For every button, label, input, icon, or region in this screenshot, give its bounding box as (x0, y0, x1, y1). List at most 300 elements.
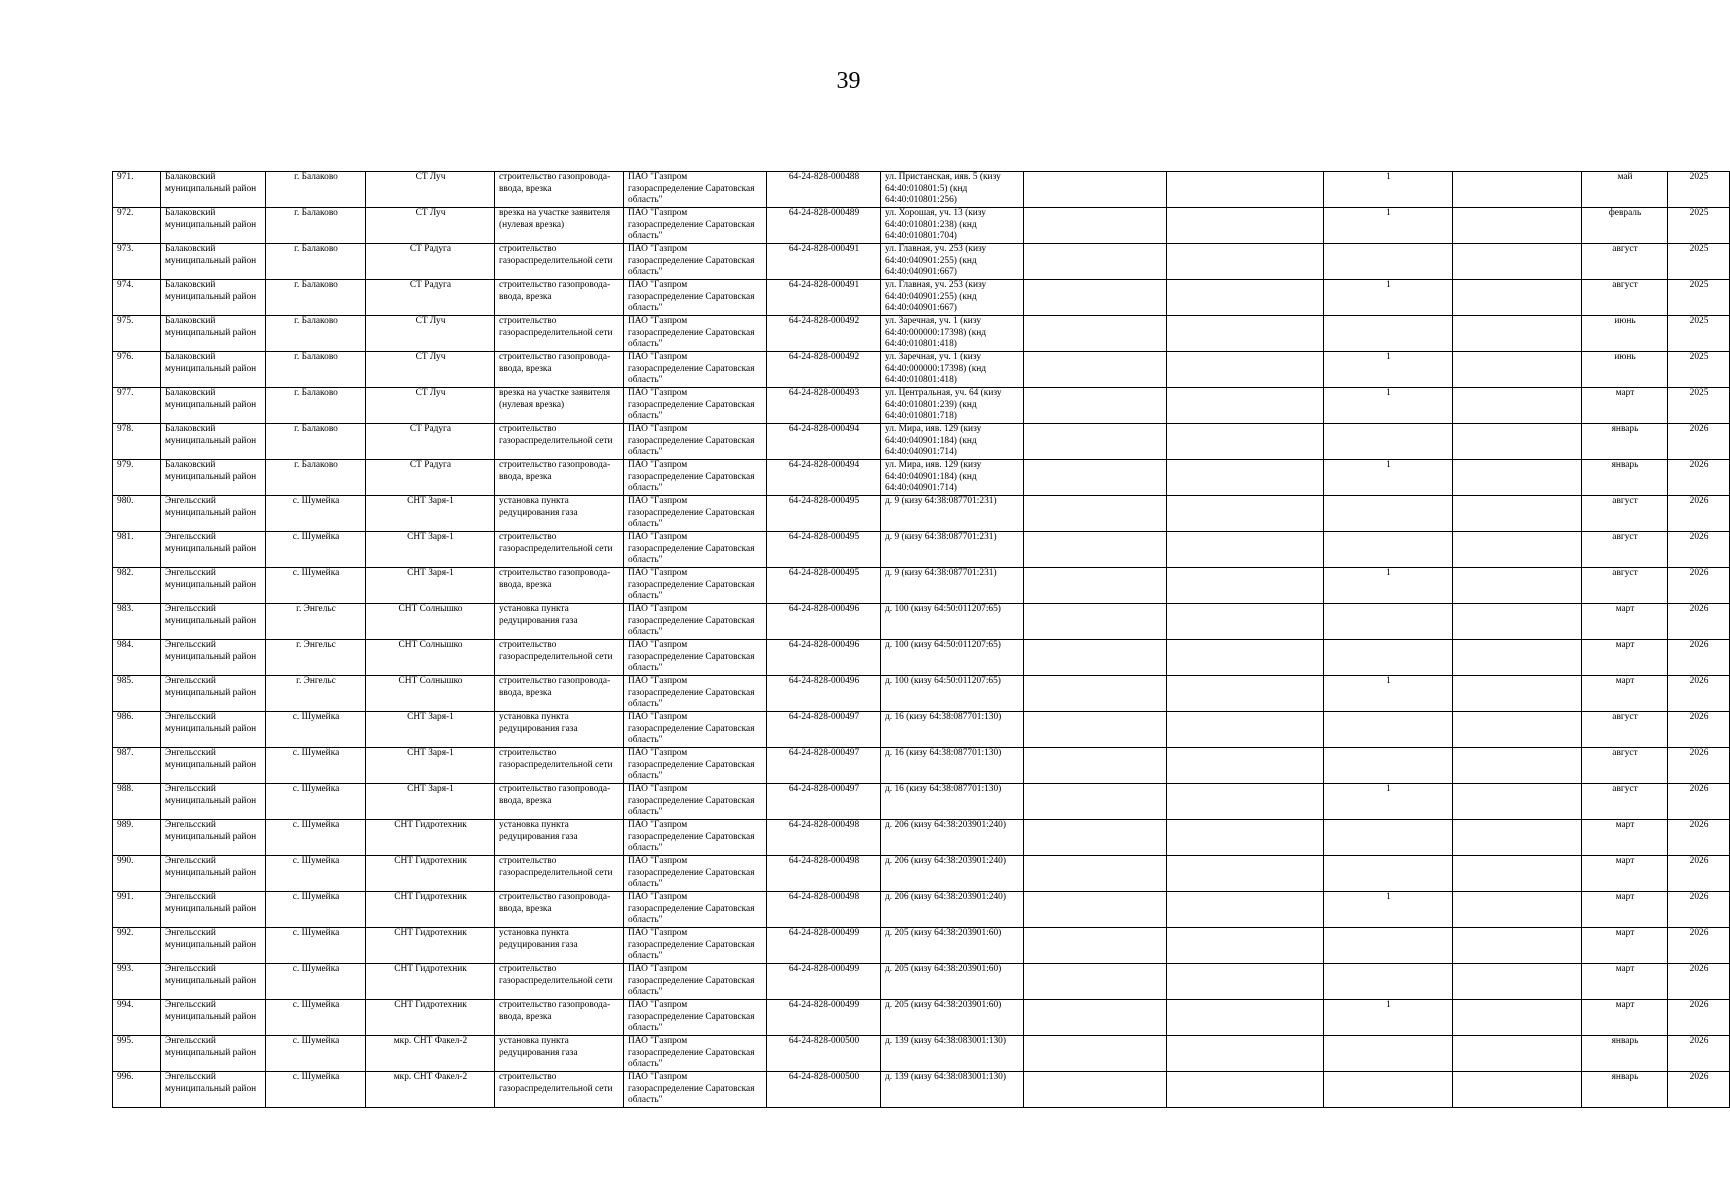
organization-cell-text: ПАО "Газпром газораспределение Саратовская область" (628, 496, 755, 529)
year-cell (1668, 676, 1730, 712)
row-number-text: 975. (117, 316, 134, 326)
table-row (113, 424, 1730, 460)
work-type-cell (495, 748, 624, 784)
table-row (113, 640, 1730, 676)
work-type-cell-text: установка пункта редуцирования газа (499, 820, 578, 842)
year-cell-text: 2025 (1689, 280, 1709, 290)
district-cell (161, 640, 266, 676)
row-number-text: 991. (117, 892, 134, 902)
district-cell-text: Балаковский муниципальный район (165, 172, 257, 194)
district-cell-text: Балаковский муниципальный район (165, 244, 257, 266)
object-code-cell (767, 712, 881, 748)
object-cell-text: СНТ Заря-1 (407, 532, 454, 542)
object-code-cell-text: 64-24-828-000500 (788, 1036, 860, 1046)
address-cell (881, 604, 1024, 640)
row-number (113, 568, 161, 604)
empty-cell (1167, 352, 1324, 388)
table-row (113, 748, 1730, 784)
organization-cell-text: ПАО "Газпром газораспределение Саратовская область" (628, 784, 755, 817)
settlement-cell-text: г. Энгельс (296, 640, 336, 650)
settlement-cell-text: с. Шумейка (292, 712, 340, 722)
organization-cell (624, 1072, 767, 1108)
year-cell-text: 2026 (1689, 892, 1709, 902)
object-code-cell (767, 604, 881, 640)
row-number (113, 640, 161, 676)
organization-cell (624, 244, 767, 280)
object-cell-text: СНТ Солнышко (398, 676, 463, 686)
object-code-cell (767, 244, 881, 280)
address-cell (881, 460, 1024, 496)
address-cell (881, 712, 1024, 748)
district-cell (161, 532, 266, 568)
count-cell (1324, 892, 1453, 928)
empty-cell (1453, 388, 1582, 424)
settlement-cell-text: с. Шумейка (292, 1036, 340, 1046)
month-cell-text: июнь (1614, 316, 1636, 326)
object-code-cell-text: 64-24-828-000498 (788, 820, 860, 830)
object-code-cell-text: 64-24-828-000499 (788, 1000, 860, 1010)
organization-cell (624, 424, 767, 460)
row-number-text: 973. (117, 244, 134, 254)
empty-cell (1453, 568, 1582, 604)
settlement-cell-text: г. Балаково (294, 280, 338, 290)
empty-cell (1453, 244, 1582, 280)
year-cell (1668, 928, 1730, 964)
empty-cell (1024, 532, 1167, 568)
count-cell (1324, 1000, 1453, 1036)
address-cell-text: д. 139 (кизу 64:38:083001:130) (885, 1036, 1006, 1046)
object-cell (366, 892, 495, 928)
empty-cell (1453, 964, 1582, 1000)
object-code-cell-text: 64-24-828-000496 (788, 676, 860, 686)
organization-cell (624, 352, 767, 388)
object-code-cell (767, 1072, 881, 1108)
organization-cell (624, 640, 767, 676)
empty-cell (1167, 964, 1324, 1000)
object-code-cell-text: 64-24-828-000496 (788, 640, 860, 650)
object-cell (366, 928, 495, 964)
organization-cell-text: ПАО "Газпром газораспределение Саратовская область" (628, 280, 755, 313)
work-type-cell-text: строительство газораспределительной сети (499, 748, 613, 770)
object-cell-text: мкр. СНТ Факел-2 (393, 1072, 468, 1082)
table-row (113, 928, 1730, 964)
month-cell-text: март (1615, 604, 1635, 614)
month-cell-text: март (1615, 1000, 1635, 1010)
settlement-cell (266, 460, 366, 496)
month-cell-text: август (1612, 568, 1638, 578)
district-cell (161, 280, 266, 316)
count-cell (1324, 424, 1453, 460)
table-row (113, 964, 1730, 1000)
address-cell-text: д. 206 (кизу 64:38:203901:240) (885, 892, 1006, 902)
month-cell (1582, 460, 1668, 496)
organization-cell-text: ПАО "Газпром газораспределение Саратовская область" (628, 460, 755, 493)
settlement-cell-text: г. Балаково (294, 388, 338, 398)
row-number-text: 972. (117, 208, 134, 218)
object-code-cell (767, 208, 881, 244)
organization-cell (624, 820, 767, 856)
address-cell-text: д. 206 (кизу 64:38:203901:240) (885, 856, 1006, 866)
row-number-text: 985. (117, 676, 134, 686)
address-cell-text: д. 205 (кизу 64:38:203901:60) (885, 1000, 1002, 1010)
year-cell-text: 2026 (1689, 856, 1709, 866)
organization-cell (624, 172, 767, 208)
organization-cell-text: ПАО "Газпром газораспределение Саратовская область" (628, 1036, 755, 1069)
empty-cell (1453, 172, 1582, 208)
table-row (113, 316, 1730, 352)
district-cell-text: Энгельсский муниципальный район (165, 568, 257, 590)
address-cell-text: д. 100 (кизу 64:50:011207:65) (885, 604, 1001, 614)
settlement-cell-text: с. Шумейка (292, 856, 340, 866)
address-cell (881, 352, 1024, 388)
empty-cell (1453, 856, 1582, 892)
address-cell (881, 964, 1024, 1000)
work-type-cell-text: строительство газораспределительной сети (499, 640, 613, 662)
settlement-cell-text: с. Шумейка (292, 820, 340, 830)
settlement-cell (266, 712, 366, 748)
object-code-cell (767, 820, 881, 856)
count-cell (1324, 676, 1453, 712)
empty-cell (1453, 208, 1582, 244)
empty-cell (1167, 496, 1324, 532)
organization-cell (624, 496, 767, 532)
count-cell-text: 1 (1386, 388, 1391, 398)
district-cell (161, 964, 266, 1000)
year-cell (1668, 496, 1730, 532)
empty-cell (1024, 640, 1167, 676)
empty-cell (1453, 532, 1582, 568)
object-code-cell-text: 64-24-828-000495 (788, 532, 860, 542)
year-cell (1668, 712, 1730, 748)
work-type-cell (495, 712, 624, 748)
object-cell-text: СНТ Гидротехник (394, 856, 467, 866)
district-cell (161, 820, 266, 856)
empty-cell (1453, 748, 1582, 784)
year-cell-text: 2026 (1689, 568, 1709, 578)
address-cell-text: ул. Мира, ияв. 129 (кизу 64:40:040901:184) (кнд 64:40:040901:714) (885, 424, 982, 457)
row-number-text: 976. (117, 352, 134, 362)
settlement-cell (266, 424, 366, 460)
empty-cell (1024, 748, 1167, 784)
month-cell-text: март (1615, 964, 1635, 974)
row-number (113, 532, 161, 568)
work-type-cell (495, 892, 624, 928)
settlement-cell-text: г. Балаково (294, 316, 338, 326)
district-cell (161, 496, 266, 532)
row-number-text: 994. (117, 1000, 134, 1010)
year-cell (1668, 568, 1730, 604)
object-code-cell (767, 1000, 881, 1036)
month-cell-text: август (1612, 280, 1638, 290)
object-code-cell (767, 316, 881, 352)
work-type-cell (495, 640, 624, 676)
settlement-cell (266, 1072, 366, 1108)
count-cell (1324, 640, 1453, 676)
table-row (113, 172, 1730, 208)
object-code-cell-text: 64-24-828-000493 (788, 388, 860, 398)
organization-cell-text: ПАО "Газпром газораспределение Саратовская область" (628, 712, 755, 745)
month-cell-text: март (1615, 640, 1635, 650)
object-cell (366, 748, 495, 784)
empty-cell (1167, 424, 1324, 460)
month-cell-text: май (1617, 172, 1633, 182)
empty-cell (1024, 604, 1167, 640)
year-cell (1668, 352, 1730, 388)
work-type-cell-text: строительство газопровода-ввода, врезка (499, 172, 611, 194)
district-cell (161, 1000, 266, 1036)
settlement-cell (266, 208, 366, 244)
empty-cell (1024, 820, 1167, 856)
empty-cell (1167, 784, 1324, 820)
count-cell (1324, 856, 1453, 892)
address-cell-text: д. 205 (кизу 64:38:203901:60) (885, 928, 1002, 938)
organization-cell (624, 532, 767, 568)
district-cell (161, 1036, 266, 1072)
object-cell-text: СНТ Солнышко (398, 640, 463, 650)
year-cell (1668, 604, 1730, 640)
settlement-cell (266, 244, 366, 280)
empty-cell (1167, 316, 1324, 352)
address-cell-text: д. 139 (кизу 64:38:083001:130) (885, 1072, 1006, 1082)
address-cell-text: ул. Заречная, уч. 1 (кизу 64:40:000000:17398) (кнд 64:40:010801:418) (885, 316, 987, 349)
address-cell (881, 244, 1024, 280)
empty-cell (1167, 640, 1324, 676)
object-cell-text: СТ Луч (415, 352, 446, 362)
district-cell (161, 856, 266, 892)
organization-cell (624, 892, 767, 928)
organization-cell (624, 712, 767, 748)
object-code-cell (767, 748, 881, 784)
year-cell (1668, 424, 1730, 460)
month-cell-text: июнь (1614, 352, 1636, 362)
object-code-cell (767, 532, 881, 568)
address-cell (881, 784, 1024, 820)
work-type-cell (495, 424, 624, 460)
count-cell (1324, 208, 1453, 244)
row-number (113, 748, 161, 784)
year-cell (1668, 964, 1730, 1000)
object-code-cell-text: 64-24-828-000497 (788, 784, 860, 794)
object-code-cell (767, 460, 881, 496)
empty-cell (1024, 244, 1167, 280)
empty-cell (1453, 1000, 1582, 1036)
organization-cell-text: ПАО "Газпром газораспределение Саратовская область" (628, 172, 755, 205)
address-cell-text: д. 9 (кизу 64:38:087701:231) (885, 496, 997, 506)
address-cell (881, 388, 1024, 424)
object-code-cell-text: 64-24-828-000491 (788, 280, 860, 290)
month-cell (1582, 532, 1668, 568)
row-number-text: 971. (117, 172, 134, 182)
object-cell (366, 316, 495, 352)
object-cell (366, 1072, 495, 1108)
count-cell (1324, 460, 1453, 496)
organization-cell-text: ПАО "Газпром газораспределение Саратовская область" (628, 964, 755, 997)
organization-cell (624, 460, 767, 496)
organization-cell (624, 388, 767, 424)
settlement-cell-text: с. Шумейка (292, 928, 340, 938)
month-cell (1582, 388, 1668, 424)
count-cell (1324, 748, 1453, 784)
work-type-cell-text: строительство газораспределительной сети (499, 244, 613, 266)
empty-cell (1453, 424, 1582, 460)
organization-cell-text: ПАО "Газпром газораспределение Саратовская область" (628, 208, 755, 241)
district-cell (161, 352, 266, 388)
empty-cell (1453, 604, 1582, 640)
month-cell-text: март (1615, 388, 1635, 398)
year-cell-text: 2026 (1689, 928, 1709, 938)
year-cell-text: 2025 (1689, 316, 1709, 326)
month-cell-text: март (1615, 928, 1635, 938)
object-cell-text: СТ Радуга (409, 424, 452, 434)
month-cell (1582, 676, 1668, 712)
object-cell (366, 1000, 495, 1036)
table-row (113, 388, 1730, 424)
count-cell (1324, 964, 1453, 1000)
row-number-text: 978. (117, 424, 134, 434)
settlement-cell (266, 964, 366, 1000)
object-cell-text: СТ Радуга (409, 244, 452, 254)
empty-cell (1167, 1000, 1324, 1036)
count-cell (1324, 568, 1453, 604)
object-code-cell-text: 64-24-828-000495 (788, 496, 860, 506)
work-type-cell (495, 856, 624, 892)
year-cell-text: 2026 (1689, 748, 1709, 758)
row-number-text: 982. (117, 568, 134, 578)
count-cell-text: 1 (1386, 280, 1391, 290)
address-cell (881, 424, 1024, 460)
empty-cell (1024, 172, 1167, 208)
month-cell (1582, 748, 1668, 784)
organization-cell (624, 928, 767, 964)
row-number (113, 388, 161, 424)
object-cell (366, 280, 495, 316)
month-cell (1582, 208, 1668, 244)
settlement-cell (266, 316, 366, 352)
table-row (113, 496, 1730, 532)
year-cell (1668, 460, 1730, 496)
district-cell-text: Балаковский муниципальный район (165, 388, 257, 410)
object-code-cell (767, 424, 881, 460)
object-code-cell-text: 64-24-828-000500 (788, 1072, 860, 1082)
table-row (113, 244, 1730, 280)
address-cell-text: д. 9 (кизу 64:38:087701:231) (885, 532, 997, 542)
settlement-cell-text: с. Шумейка (292, 964, 340, 974)
object-cell (366, 568, 495, 604)
address-cell (881, 1036, 1024, 1072)
count-cell (1324, 532, 1453, 568)
table-row (113, 532, 1730, 568)
row-number-text: 979. (117, 460, 134, 470)
address-cell-text: ул. Главная, уч. 253 (кизу 64:40:040901:255) (кнд 64:40:040901:667) (885, 244, 987, 277)
settlement-cell (266, 640, 366, 676)
object-cell-text: СНТ Гидротехник (394, 964, 467, 974)
row-number-text: 987. (117, 748, 134, 758)
organization-cell (624, 1000, 767, 1036)
work-type-cell-text: строительство газопровода-ввода, врезка (499, 784, 611, 806)
work-type-cell (495, 172, 624, 208)
empty-cell (1453, 820, 1582, 856)
count-cell (1324, 1036, 1453, 1072)
year-cell (1668, 1072, 1730, 1108)
count-cell (1324, 496, 1453, 532)
row-number (113, 1072, 161, 1108)
row-number-text: 996. (117, 1072, 134, 1082)
object-code-cell (767, 352, 881, 388)
empty-cell (1024, 424, 1167, 460)
object-cell (366, 532, 495, 568)
row-number (113, 1000, 161, 1036)
row-number (113, 820, 161, 856)
month-cell (1582, 892, 1668, 928)
empty-cell (1167, 820, 1324, 856)
empty-cell (1024, 928, 1167, 964)
month-cell (1582, 568, 1668, 604)
settlement-cell (266, 172, 366, 208)
empty-cell (1167, 568, 1324, 604)
district-cell (161, 316, 266, 352)
empty-cell (1167, 280, 1324, 316)
month-cell-text: январь (1611, 1072, 1639, 1082)
work-type-cell-text: врезка на участке заявителя (нулевая врезка) (499, 208, 611, 230)
district-cell (161, 568, 266, 604)
empty-cell (1453, 1036, 1582, 1072)
object-cell (366, 856, 495, 892)
table-row (113, 352, 1730, 388)
empty-cell (1024, 1072, 1167, 1108)
object-code-cell-text: 64-24-828-000489 (788, 208, 860, 218)
work-type-cell (495, 568, 624, 604)
year-cell (1668, 172, 1730, 208)
settlement-cell-text: г. Балаково (294, 172, 338, 182)
district-cell-text: Энгельсский муниципальный район (165, 1000, 257, 1022)
work-type-cell-text: строительство газораспределительной сети (499, 532, 613, 554)
object-cell (366, 604, 495, 640)
address-cell-text: д. 16 (кизу 64:38:087701:130) (885, 712, 1002, 722)
organization-cell (624, 316, 767, 352)
table-row (113, 856, 1730, 892)
address-cell-text: д. 16 (кизу 64:38:087701:130) (885, 748, 1002, 758)
empty-cell (1024, 280, 1167, 316)
district-cell-text: Энгельсский муниципальный район (165, 1036, 257, 1058)
address-cell (881, 676, 1024, 712)
row-number-text: 992. (117, 928, 134, 938)
settlement-cell (266, 748, 366, 784)
settlement-cell (266, 532, 366, 568)
year-cell (1668, 316, 1730, 352)
object-code-cell-text: 64-24-828-000498 (788, 892, 860, 902)
empty-cell (1024, 892, 1167, 928)
address-cell (881, 208, 1024, 244)
year-cell (1668, 1036, 1730, 1072)
work-type-cell (495, 496, 624, 532)
row-number (113, 208, 161, 244)
row-number (113, 280, 161, 316)
work-type-cell-text: строительство газораспределительной сети (499, 424, 613, 446)
month-cell (1582, 352, 1668, 388)
address-cell-text: ул. Хорошая, уч. 13 (кизу 64:40:010801:238) (кнд 64:40:010801:704) (885, 208, 986, 241)
district-cell-text: Балаковский муниципальный район (165, 460, 257, 482)
year-cell-text: 2026 (1689, 460, 1709, 470)
object-code-cell-text: 64-24-828-000496 (788, 604, 860, 614)
row-number-text: 988. (117, 784, 134, 794)
month-cell-text: январь (1611, 1036, 1639, 1046)
address-cell-text: ул. Заречная, уч. 1 (кизу 64:40:000000:17398) (кнд 64:40:010801:418) (885, 352, 987, 385)
row-number-text: 980. (117, 496, 134, 506)
month-cell (1582, 1036, 1668, 1072)
row-number (113, 604, 161, 640)
object-code-cell-text: 64-24-828-000499 (788, 928, 860, 938)
work-type-cell-text: строительство газопровода-ввода, врезка (499, 676, 611, 698)
